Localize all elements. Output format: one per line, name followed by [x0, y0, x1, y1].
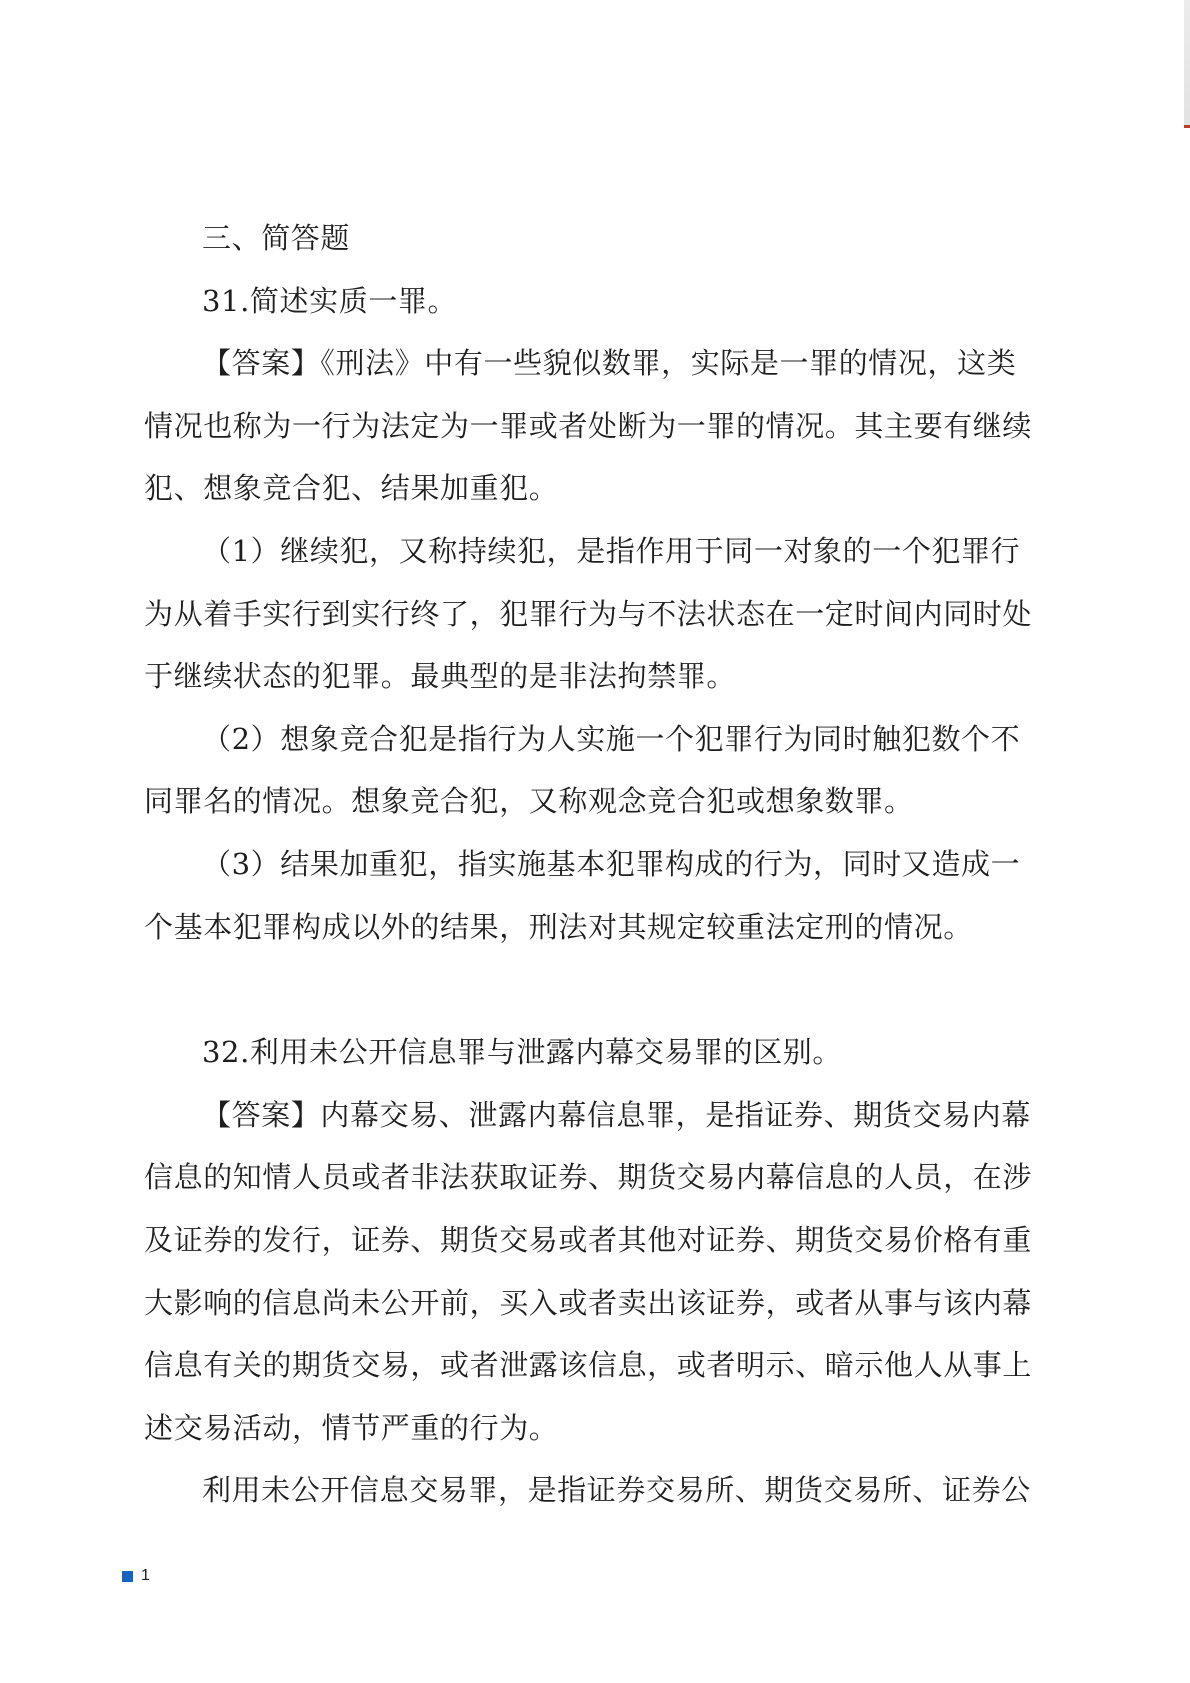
question-32-answer-paragraph-2: 利用未公开信息交易罪，是指证券交易所、期货交易所、证券公	[202, 1473, 1031, 1508]
question-32-answer-paragraph-1: 【答案】内幕交易、泄露内幕信息罪，是指证券、期货交易内幕信息的知情人员或者非法获取证券、期货交易内幕信息的人员，在涉及证券的发行，证券、期货交易或者其他对证券、期货交易价格有重大影响的信息尚未公开前，买入或者卖出该证券，或者从事与该内幕信息有关的期货交易，或者泄露该信息，或者明示、暗示他人从事上述交易活动，情节严重的行为。	[144, 1097, 1033, 1445]
blue-square-icon	[122, 1571, 133, 1582]
page-number: 1	[141, 1567, 150, 1584]
page-edge-marker	[1184, 0, 1190, 128]
section-title: 三、简答题	[202, 221, 351, 255]
question-31-answer-intro: 【答案】《刑法》中有一些貌似数罪，实际是一罪的情况，这类情况也称为一行为法定为一罪或者处断为一罪的情况。其主要有继续犯、想象竞合犯、结果加重犯。	[144, 346, 1033, 506]
question-32-title: 32.利用未公开信息罪与泄露内幕交易罪的区别。	[202, 1035, 842, 1070]
section-spacer	[144, 958, 1044, 1021]
document-body	[144, 207, 1044, 1522]
question-31-point-1: （1）继续犯，又称持续犯，是指作用于同一对象的一个犯罪行为从着手实行到实行终了，犯罪行为与不法状态在一定时间内同时处于继续状态的犯罪。最典型的是非法拘禁罪。	[144, 533, 1033, 694]
page-footer	[122, 1567, 150, 1585]
question-31-point-2: （2）想象竞合犯是指行为人实施一个犯罪行为同时触犯数个不同罪名的情况。想象竞合犯，又称观念竞合犯或想象数罪。	[144, 721, 1021, 819]
question-31-point-3: （3）结果加重犯，指实施基本犯罪构成的行为，同时又造成一个基本犯罪构成以外的结果，刑法对其规定较重法定刑的情况。	[144, 846, 1021, 944]
question-31-title: 31.简述实质一罪。	[202, 283, 458, 318]
